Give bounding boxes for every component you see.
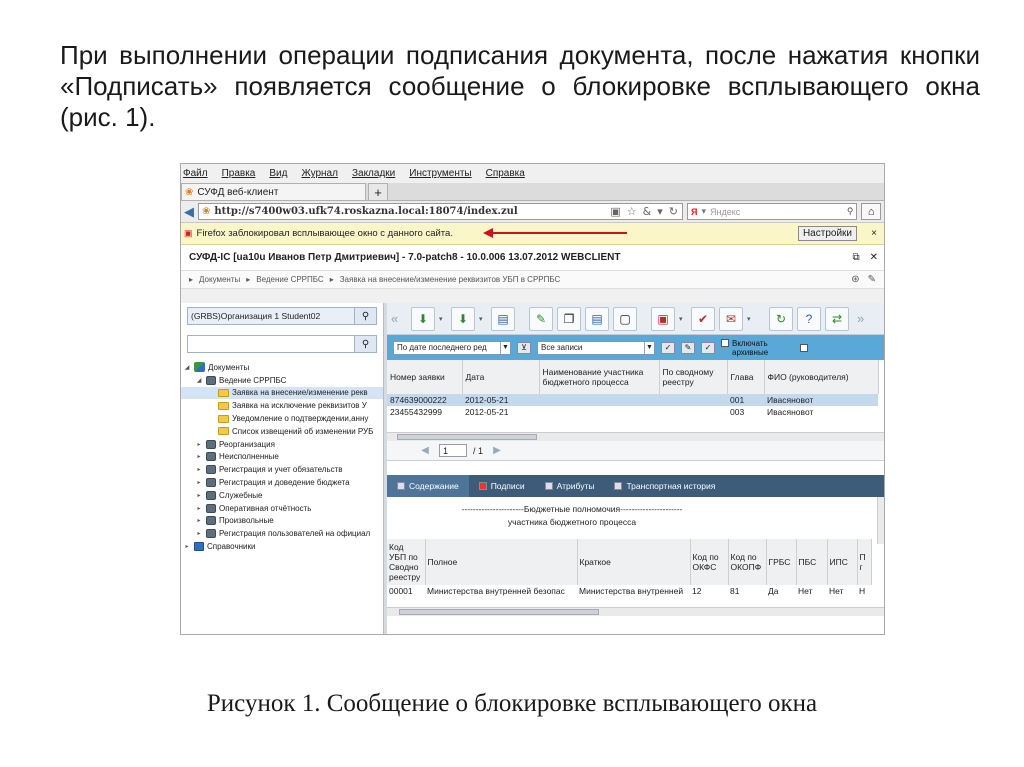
breadcrumb-item[interactable]: Документы <box>199 275 241 284</box>
tree-item-label: Регистрация и учет обязательств <box>219 465 343 475</box>
chevron-down-icon[interactable]: ▼ <box>644 342 654 354</box>
tab-signatures[interactable] <box>469 475 535 497</box>
ubp-column-header[interactable]: Код по ОКОПФ <box>728 539 766 585</box>
tab-label: Транспортная история <box>626 481 716 491</box>
expand-toggle-icon[interactable]: ▸ <box>197 531 201 538</box>
table-cell <box>659 406 727 418</box>
screenshot-frame <box>180 163 885 635</box>
folder-icon <box>218 402 229 410</box>
breadcrumb-arrow-icon: ▸ <box>189 275 194 284</box>
tree-item-label: Ведение СРРПБС <box>219 375 287 385</box>
tree-item[interactable] <box>181 540 383 553</box>
tree-search-icon[interactable]: ⚲ <box>354 336 376 352</box>
navigation-bar <box>181 201 884 223</box>
magnifier-icon[interactable]: ⚲ <box>846 206 854 216</box>
menu-tools[interactable]: Инструменты <box>409 168 472 179</box>
pin-icon[interactable]: ⊛ <box>851 274 860 285</box>
tab-label: Атрибуты <box>556 481 595 491</box>
tree-filter-input[interactable] <box>187 335 377 353</box>
tree-item-label: Справочники <box>207 542 256 552</box>
app-title: СУФД-IC [ua10u Иванов Петр Дмитриевич] - 7.0-patch8 - 10.0.006 13.07.2012 WEBCLIENT <box>189 252 621 263</box>
tree-item-label: Заявка на исключение реквизитов У <box>232 401 367 411</box>
content-vertical-scrollbar[interactable] <box>877 497 885 544</box>
restore-window-icon[interactable]: ⧉ <box>852 252 860 263</box>
table-cell: Н <box>859 586 866 596</box>
tree-item[interactable] <box>181 374 383 387</box>
table-cell: Нет <box>829 586 844 596</box>
app-title-bar <box>181 245 884 271</box>
root-icon <box>194 362 205 372</box>
search-box[interactable] <box>687 203 857 220</box>
document-content <box>387 497 885 632</box>
collapse-panel-icon[interactable]: « <box>391 311 399 326</box>
organization-field[interactable] <box>187 307 377 325</box>
table-cell: Ивасяновот <box>764 394 878 406</box>
table-cell: Ивасяновот <box>767 407 814 417</box>
tab-attributes[interactable] <box>535 475 605 497</box>
menu-view[interactable]: Вид <box>269 168 288 179</box>
records-select[interactable] <box>537 341 655 355</box>
table-cell <box>659 394 727 406</box>
tab-label: Содержание <box>409 481 459 491</box>
table-cell: Министерства внутренней безопас <box>427 586 565 596</box>
menu-edit[interactable]: Правка <box>221 168 256 179</box>
close-notification-icon[interactable]: × <box>871 228 877 239</box>
clear-filter-icon[interactable]: ✓ <box>701 342 715 354</box>
ubp-column-header[interactable]: Код УБП по Сводно реестру <box>387 539 425 585</box>
table-cell: 874639000222 <box>387 394 462 406</box>
column-header[interactable]: По сводному реестру <box>659 360 727 394</box>
table-row[interactable] <box>387 406 878 418</box>
table-cell: 2012-05-21 <box>462 394 539 406</box>
edit-icon[interactable]: ✎ <box>529 307 553 331</box>
sort-select[interactable] <box>393 341 511 355</box>
main-panel <box>387 303 885 635</box>
pager <box>387 441 885 461</box>
column-header[interactable]: Наименование участника бюджетного процесса <box>539 360 659 394</box>
group-icon <box>206 516 216 525</box>
ubp-column-header[interactable]: Полное <box>425 539 577 585</box>
tree-item[interactable] <box>181 476 383 489</box>
tree-item-label: Регистрация и доведение бюджета <box>219 478 350 488</box>
tree-item[interactable] <box>181 515 383 528</box>
group-icon <box>206 491 216 500</box>
breadcrumb-item[interactable]: Заявка на внесение/изменение реквизитов УБП в СРРПБС <box>339 275 561 284</box>
tree-item-label: Регистрация пользователей на официал <box>219 529 371 539</box>
tab-transport-history[interactable] <box>604 475 725 497</box>
tree-item[interactable] <box>181 438 383 451</box>
organization-value: (GRBS)Организация 1 Student02 <box>191 311 321 321</box>
browser-tab[interactable] <box>181 183 366 200</box>
group-icon <box>206 504 216 513</box>
signatures-tab-icon <box>479 482 487 490</box>
content-heading-1: ----------------------Бюджетные полномочия---------------------- <box>461 504 683 514</box>
group-icon <box>206 376 216 385</box>
delete-icon[interactable]: ▢ <box>613 307 637 331</box>
folder-icon <box>218 427 229 435</box>
edit-filter-icon[interactable]: ✎ <box>681 342 695 354</box>
breadcrumb <box>181 271 884 289</box>
menu-bookmarks[interactable]: Закладки <box>351 168 396 179</box>
ubp-table <box>387 539 872 597</box>
folder-icon <box>218 415 229 423</box>
table-cell: 12 <box>692 586 702 596</box>
checkbox-icon[interactable] <box>721 339 729 347</box>
tools-icon[interactable]: ✎ <box>867 274 876 285</box>
tree-item[interactable] <box>181 387 383 400</box>
tree-item[interactable] <box>181 489 383 502</box>
ubp-column-header[interactable]: ГРБС <box>766 539 796 585</box>
group-icon <box>206 529 216 538</box>
table-row[interactable] <box>387 585 871 597</box>
expand-toggle-icon[interactable]: ▸ <box>197 518 201 525</box>
expand-toggle-icon[interactable]: ▸ <box>197 505 201 512</box>
browser-tabbar <box>181 183 884 201</box>
ubp-column-header[interactable]: Код по ОКФС <box>690 539 728 585</box>
tree-item[interactable] <box>181 399 383 412</box>
tree-item[interactable] <box>181 502 383 515</box>
table-cell <box>539 406 659 418</box>
new-tab-plus-icon[interactable]: + <box>368 183 388 200</box>
tree-item-label: Заявка на внесение/изменение рекв <box>232 388 368 398</box>
expand-toggle-icon[interactable]: ▸ <box>197 467 201 474</box>
menu-file[interactable]: Файл <box>183 168 208 179</box>
tree-item-label: Уведомление о подтверждении,анну <box>232 414 369 424</box>
organization-search-icon[interactable]: ⚲ <box>354 308 376 324</box>
filter-bar <box>387 335 885 360</box>
download-icon[interactable]: ⬇ <box>411 307 435 331</box>
ubp-column-header[interactable]: Краткое <box>577 539 690 585</box>
requests-table <box>387 360 879 418</box>
figure-caption: Рисунок 1. Сообщение о блокировке всплывающего окна <box>206 690 818 717</box>
column-header[interactable]: Номер заявки <box>387 360 462 394</box>
tree-item[interactable] <box>181 361 383 374</box>
export-icon[interactable]: ⇄ <box>825 307 849 331</box>
content-heading-2: участника бюджетного процесса <box>507 517 637 527</box>
yandex-icon: Я <box>691 206 698 217</box>
dropdown-icon[interactable]: ▾ <box>479 315 483 323</box>
table-cell: 81 <box>730 586 740 596</box>
ubp-column-header[interactable]: П г <box>857 539 871 585</box>
next-page-icon[interactable]: ▶ <box>493 445 501 456</box>
expand-toggle-icon[interactable]: ▸ <box>197 454 201 461</box>
tree-item-label: Список извещений об изменении РУБ <box>232 426 374 436</box>
table-horizontal-scrollbar[interactable] <box>387 432 885 441</box>
book-icon <box>194 542 204 551</box>
ubp-column-header[interactable]: ПБС <box>796 539 827 585</box>
feed-icon[interactable]: ▣ <box>610 205 621 218</box>
records-select-value: Все записи <box>541 343 583 352</box>
dropdown-icon[interactable]: ▾ <box>679 315 683 323</box>
table-row[interactable] <box>387 394 878 406</box>
home-icon[interactable]: ⌂ <box>861 203 881 220</box>
table-cell: 2012-05-21 <box>465 407 509 417</box>
menu-help[interactable]: Справка <box>485 168 525 179</box>
expand-toggle-icon[interactable]: ▸ <box>197 492 201 499</box>
table-cell: 00001 <box>389 586 413 596</box>
site-identity-icon: ❀ <box>202 206 211 217</box>
tree-item-label: Реорганизация <box>219 439 275 449</box>
include-label: Включать <box>732 338 768 348</box>
tab-title: СУФД веб-клиент <box>197 186 279 198</box>
table-cell: Да <box>768 586 779 596</box>
expand-toggle-icon[interactable]: ▸ <box>197 480 201 487</box>
navigation-panel <box>181 303 384 635</box>
star-icon[interactable]: ☆ <box>626 205 637 218</box>
content-horizontal-scrollbar[interactable] <box>387 607 885 616</box>
second-checkbox[interactable] <box>800 344 808 352</box>
help-icon[interactable]: ? <box>797 307 821 331</box>
table-cell: Нет <box>798 586 813 596</box>
table-cell: Министерства внутренней <box>579 586 684 596</box>
popup-blocked-notification <box>181 223 884 245</box>
tree-item[interactable] <box>181 451 383 464</box>
page-input[interactable]: 1 <box>439 444 467 457</box>
filter-icon[interactable]: ⊻ <box>517 342 531 354</box>
dropdown-icon[interactable]: ▾ <box>747 315 751 323</box>
tree-item-label: Оперативная отчётность <box>219 503 312 513</box>
column-header[interactable]: Глава <box>727 360 764 394</box>
table-cell: 003 <box>730 407 745 417</box>
expand-toggle-icon[interactable]: ◢ <box>184 364 190 371</box>
detail-tabs <box>387 475 885 497</box>
url-text: http://s7400w03.ufk74.roskazna.local:18074/index.zul <box>214 206 518 217</box>
include-archive-checkbox[interactable] <box>721 339 768 357</box>
table-cell: 23455432999 <box>390 407 443 417</box>
search-placeholder: Яндекс <box>710 206 741 217</box>
settings-button[interactable]: Настройки <box>798 226 857 241</box>
tree-item[interactable] <box>181 463 383 476</box>
intro-paragraph: При выполнении операции подписания документа, после нажатия кнопки «Подписать» появляется сообщение о блокировке всплывающего окна (рис. 1). <box>60 40 980 132</box>
tree-item-label: Служебные <box>219 490 263 500</box>
group-icon <box>206 478 216 487</box>
favicon-icon: ❀ <box>185 186 194 198</box>
apply-filter-icon[interactable]: ✓ <box>661 342 675 354</box>
tree-item-label: Произвольные <box>219 516 274 526</box>
reload-icon[interactable]: ↻ <box>668 205 678 218</box>
verify-signature-icon[interactable]: ✔ <box>691 307 715 331</box>
attributes-tab-icon <box>545 482 553 490</box>
scrollbar-thumb[interactable] <box>397 434 537 440</box>
send-icon[interactable]: ✉ <box>719 307 743 331</box>
document-tree <box>181 361 383 553</box>
expand-toggle-icon[interactable]: ▸ <box>197 441 201 448</box>
expand-toggle-icon[interactable]: ▸ <box>185 544 189 551</box>
expand-toggle-icon[interactable]: ◢ <box>196 377 202 384</box>
table-cell <box>539 394 659 406</box>
new-document-icon[interactable]: ▤ <box>491 307 515 331</box>
dropdown-icon[interactable]: ▾ <box>439 315 443 323</box>
tree-item[interactable] <box>181 412 383 425</box>
scrollbar-thumb[interactable] <box>399 609 599 615</box>
tree-item[interactable] <box>181 527 383 540</box>
group-icon <box>206 465 216 474</box>
table-cell: 001 <box>727 394 764 406</box>
document-toolbar <box>387 303 885 335</box>
blocked-popup-icon: ▣ <box>184 228 193 238</box>
sort-select-value: По дате последнего ред <box>397 343 487 352</box>
folder-icon <box>218 389 229 397</box>
search-dropdown-icon[interactable]: ▾ <box>701 206 706 216</box>
notification-text: Firefox заблокировал всплывающее окно с данного сайта. <box>196 228 453 239</box>
red-arrow <box>489 232 627 234</box>
column-header[interactable]: Дата <box>462 360 539 394</box>
tab-content[interactable] <box>387 475 469 497</box>
history-tab-icon <box>614 482 622 490</box>
tree-item[interactable] <box>181 425 383 438</box>
back-arrow-icon[interactable]: ◀ <box>184 203 194 219</box>
ampersand-icon[interactable]: & <box>642 205 652 218</box>
browser-menubar <box>181 164 884 183</box>
menu-history[interactable]: Журнал <box>301 168 338 179</box>
import-icon[interactable]: ⬇ <box>451 307 475 331</box>
include-label-2: архивные <box>732 347 769 357</box>
ubp-column-header[interactable]: ИПС <box>827 539 857 585</box>
chevron-down-icon[interactable]: ▼ <box>500 342 510 354</box>
tree-item-label: Документы <box>208 362 250 372</box>
dropdown-icon[interactable]: ▾ <box>657 205 663 218</box>
content-tab-icon <box>397 482 405 490</box>
expand-panel-icon[interactable]: » <box>857 311 865 326</box>
refresh-icon[interactable]: ↻ <box>769 307 793 331</box>
tab-label: Подписи <box>490 481 525 491</box>
group-icon <box>206 452 216 461</box>
copy-icon[interactable]: ❐ <box>557 307 581 331</box>
tree-item-label: Неисполненные <box>219 452 279 462</box>
group-icon <box>206 440 216 449</box>
breadcrumb-arrow-icon: ▸ <box>329 275 334 284</box>
duplicate-icon[interactable]: ▤ <box>585 307 609 331</box>
sign-icon[interactable]: ▣ <box>651 307 675 331</box>
breadcrumb-arrow-icon: ▸ <box>246 275 251 284</box>
column-header[interactable]: ФИО (руководителя) <box>764 360 878 394</box>
address-bar[interactable] <box>198 203 683 220</box>
prev-page-icon[interactable]: ◀ <box>421 445 429 456</box>
close-window-icon[interactable]: ✕ <box>869 252 878 263</box>
breadcrumb-item[interactable]: Ведение СРРПБС <box>256 275 324 284</box>
page-total: / 1 <box>473 445 484 456</box>
